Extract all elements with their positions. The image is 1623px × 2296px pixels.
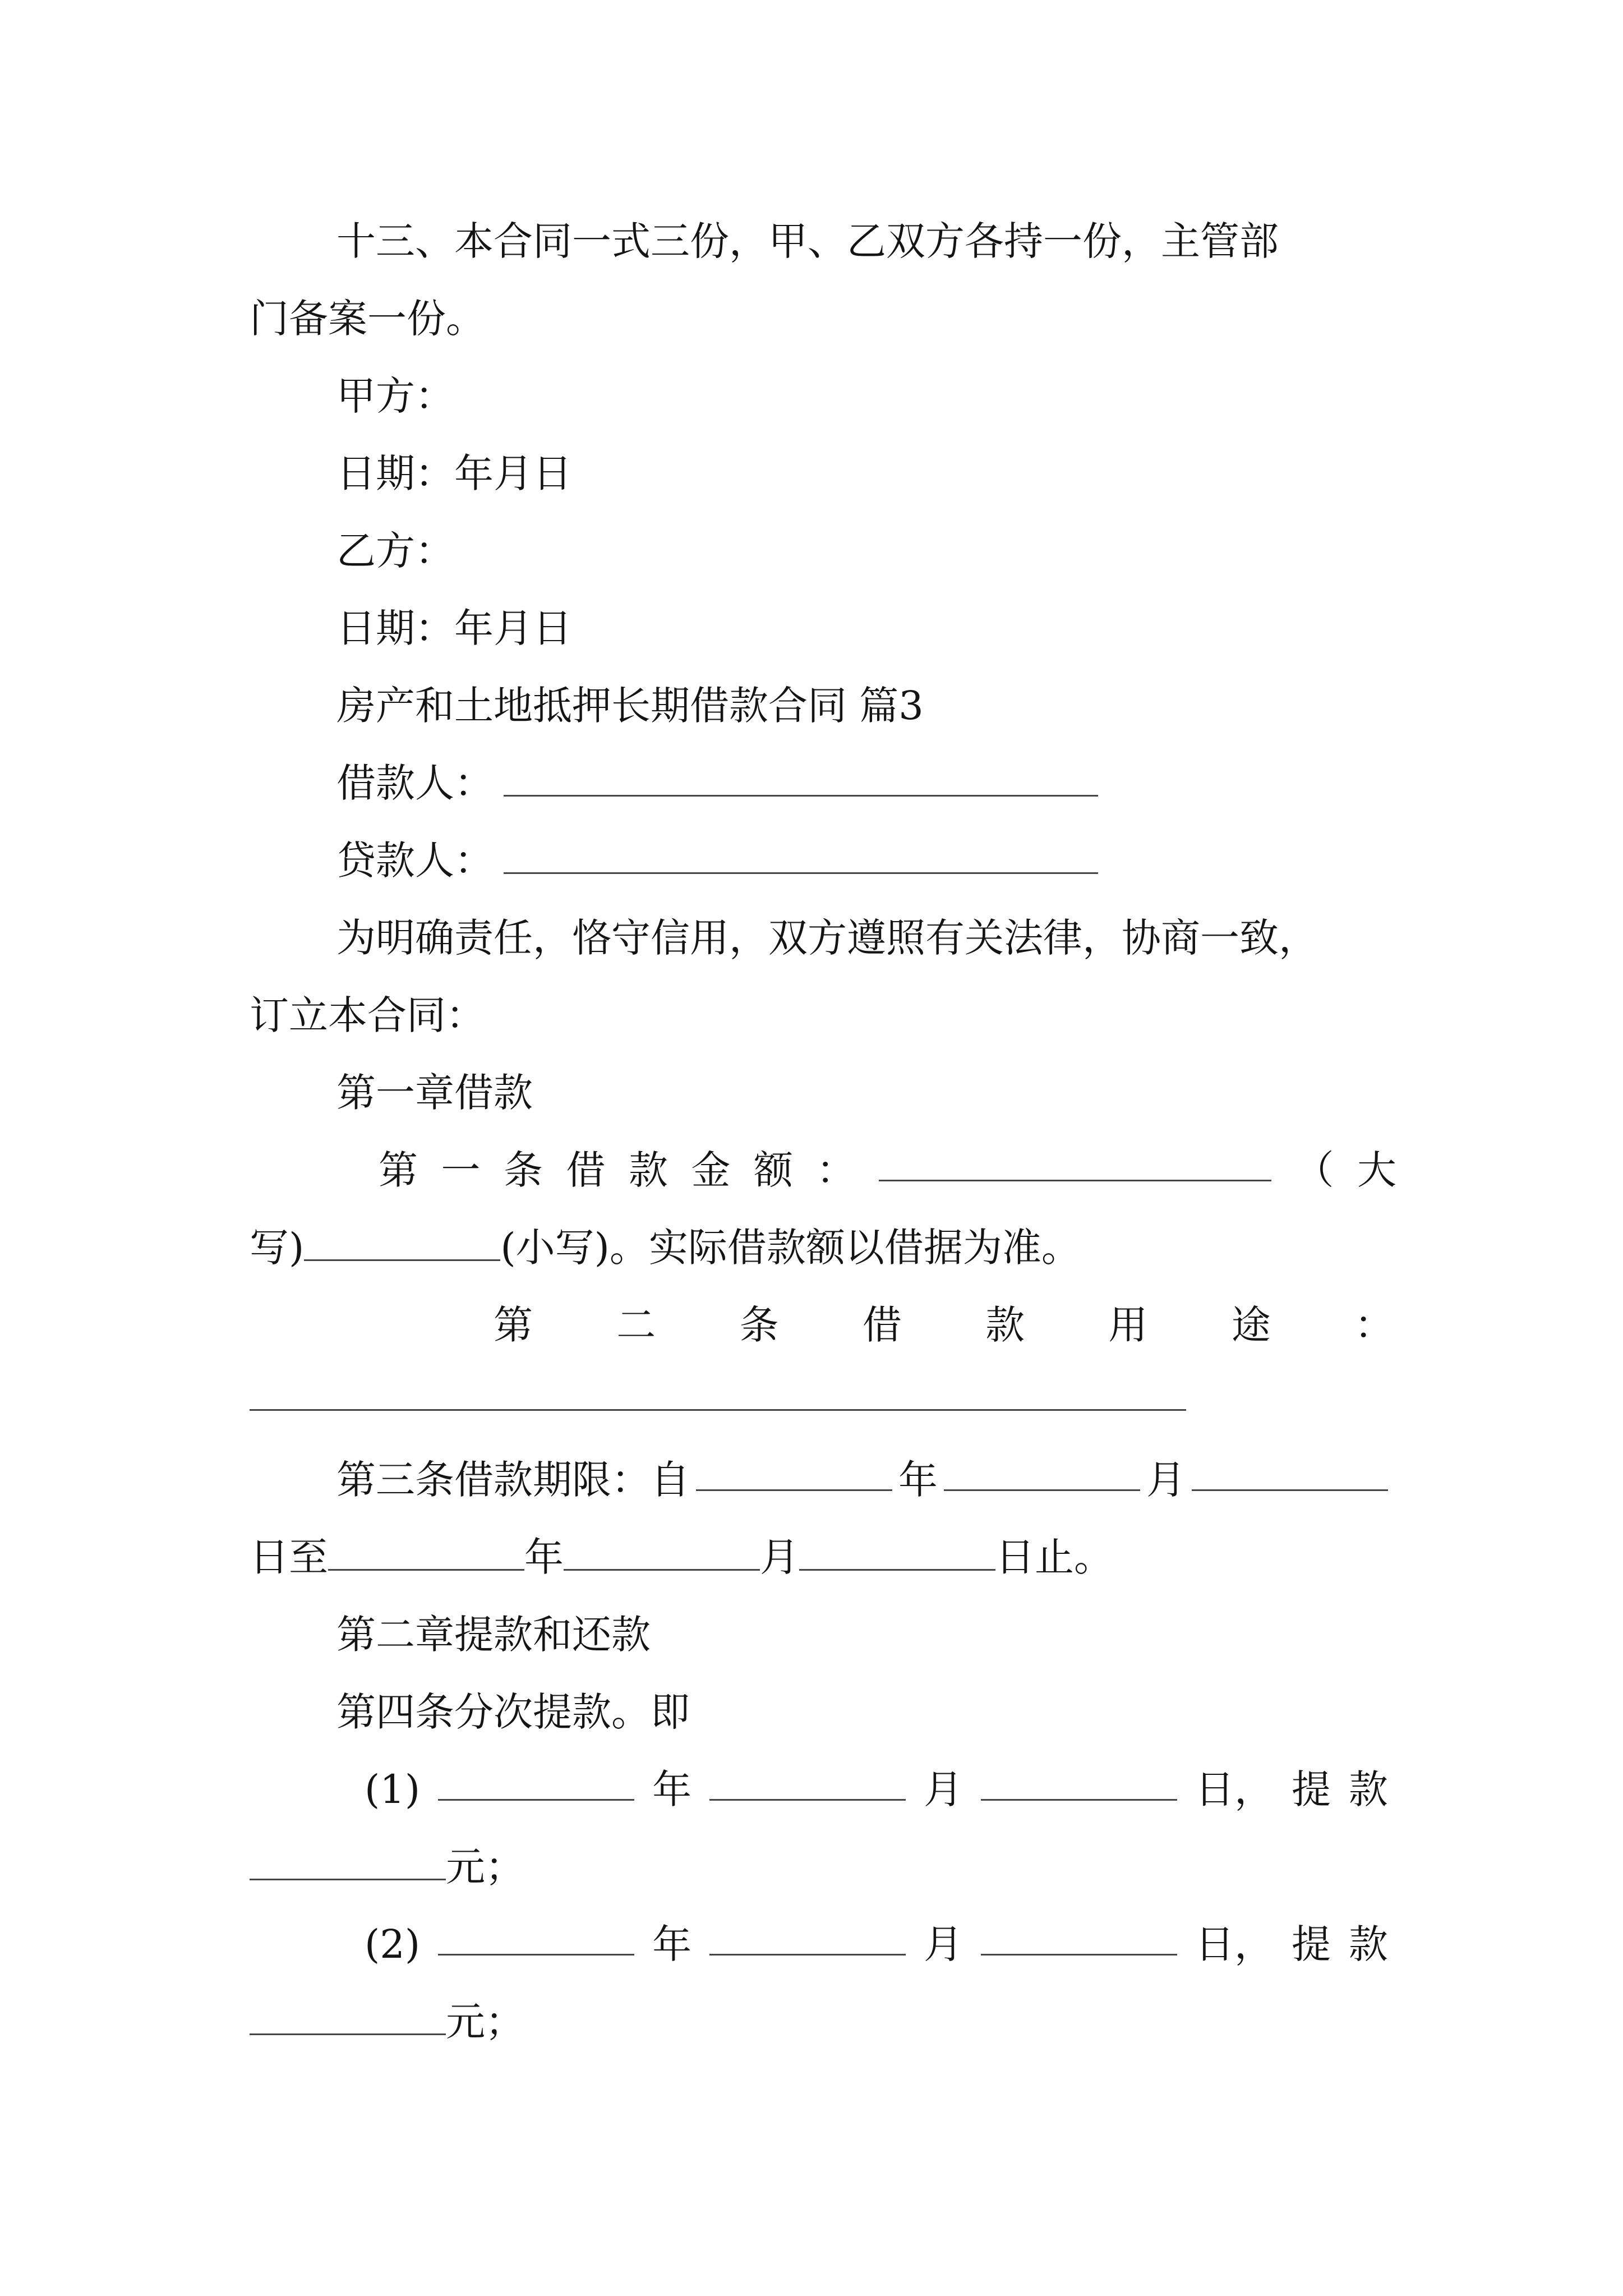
party-a-date: 日期：年月日 <box>336 450 572 496</box>
term-start-year-blank[interactable] <box>696 1484 892 1491</box>
article2-line1 <box>494 1297 1394 1353</box>
installment-1-year: 年 <box>652 1766 692 1812</box>
article1-char: 条 <box>504 1147 543 1193</box>
article1-line1 <box>379 1142 1396 1198</box>
clause13-line2: 门备案一份。 <box>250 296 485 342</box>
installment-1-line2 <box>250 1839 524 1895</box>
article1-line2-start: 写) <box>250 1225 305 1271</box>
chapter2-heading: 第二章提款和还款 <box>336 1612 651 1658</box>
article1-char: 一 <box>441 1147 481 1193</box>
lender-label: 贷款人： <box>336 838 494 884</box>
article2-char: 条 <box>739 1302 779 1348</box>
article1-char: 款 <box>629 1147 668 1193</box>
article2-char: 第 <box>494 1302 533 1348</box>
article3-month: 月 <box>1146 1457 1186 1503</box>
article1-char: 借 <box>566 1147 606 1193</box>
article1-char: 额 <box>754 1147 793 1193</box>
borrower-blank[interactable] <box>504 789 1098 797</box>
installment-1-line1 <box>365 1761 1388 1818</box>
article4-heading: 第四条分次提款。即 <box>336 1689 690 1735</box>
installment-1-month: 月 <box>924 1766 963 1812</box>
installment-2-year: 年 <box>652 1921 692 1967</box>
term-end-year-blank[interactable] <box>328 1563 524 1571</box>
installment-2-index: (2) <box>365 1921 421 1967</box>
installment-2-day-blank[interactable] <box>981 1948 1177 1955</box>
installment-2-draw-char: 提 <box>1291 1921 1331 1967</box>
article3-day-to: 日至 <box>250 1534 328 1580</box>
article3-line1 <box>336 1452 1388 1508</box>
article3-day-end: 日止。 <box>995 1534 1113 1580</box>
article3-month-2: 月 <box>760 1534 799 1580</box>
party-b-label: 乙方： <box>336 528 454 574</box>
installment-2-day: 日， <box>1195 1921 1274 1967</box>
article2-char: 用 <box>1108 1302 1148 1348</box>
preamble-line2: 订立本合同： <box>250 992 485 1038</box>
term-start-day-blank[interactable] <box>1192 1484 1388 1491</box>
installment-1-day-blank[interactable] <box>981 1793 1177 1801</box>
article1-open-paren: （ <box>1294 1147 1334 1193</box>
section-title: 房产和土地抵押长期借款合同 篇3 <box>336 683 924 729</box>
term-start-month-blank[interactable] <box>944 1484 1140 1491</box>
article1-char: ： <box>816 1147 856 1193</box>
chapter1-heading: 第一章借款 <box>336 1070 533 1116</box>
installment-2-month: 月 <box>924 1921 963 1967</box>
installment-2-unit: 元； <box>446 1999 524 2045</box>
loan-amount-upper-blank[interactable] <box>879 1174 1271 1181</box>
article2-char: 款 <box>985 1302 1025 1348</box>
party-b-date: 日期：年月日 <box>336 605 572 651</box>
article3-line2 <box>250 1529 1113 1585</box>
installment-1-index: (1) <box>365 1766 421 1812</box>
article1-upper-char: 大 <box>1357 1147 1396 1193</box>
installment-2-year-blank[interactable] <box>438 1948 634 1955</box>
article2-char: ： <box>1354 1302 1394 1348</box>
borrower-row <box>336 755 1098 811</box>
installment-1-draw-char: 提 <box>1291 1766 1331 1812</box>
installment-1-amount-blank[interactable] <box>250 1873 446 1880</box>
lender-row <box>336 832 1098 889</box>
installment-2-month-blank[interactable] <box>709 1948 906 1955</box>
article1-char: 第 <box>379 1147 418 1193</box>
lender-blank[interactable] <box>504 867 1098 874</box>
installment-1-year-blank[interactable] <box>438 1793 634 1801</box>
article3-year-2: 年 <box>524 1534 564 1580</box>
installment-1-month-blank[interactable] <box>709 1793 906 1801</box>
clause13-line1: 十三、本合同一式三份，甲、乙双方各持一份，主管部 <box>336 218 1279 264</box>
article1-char: 金 <box>691 1147 731 1193</box>
installment-2-draw-char: 款 <box>1348 1921 1388 1967</box>
article1-line2-end: (小写)。实际借款额以借据为准。 <box>500 1225 1081 1271</box>
party-a-label: 甲方： <box>336 373 454 419</box>
installment-2-amount-blank[interactable] <box>250 2028 446 2035</box>
article2-char: 途 <box>1231 1302 1271 1348</box>
article1-line2 <box>250 1220 1081 1276</box>
article2-char: 借 <box>862 1302 902 1348</box>
loan-purpose-blank[interactable] <box>250 1409 1186 1411</box>
installment-1-unit: 元； <box>446 1844 524 1890</box>
installment-2-line1 <box>365 1916 1388 1972</box>
installment-2-line2 <box>250 1994 524 2050</box>
installment-1-draw-char: 款 <box>1348 1766 1388 1812</box>
article3-label: 第三条借款期限：自 <box>336 1457 690 1503</box>
term-end-day-blank[interactable] <box>799 1563 995 1571</box>
article2-char: 二 <box>616 1302 656 1348</box>
article3-year: 年 <box>898 1457 938 1503</box>
installment-1-day: 日， <box>1195 1766 1274 1812</box>
preamble-line1: 为明确责任，恪守信用，双方遵照有关法律，协商一致， <box>336 915 1318 961</box>
borrower-label: 借款人： <box>336 760 494 806</box>
loan-amount-lower-blank[interactable] <box>304 1254 500 1261</box>
term-end-month-blank[interactable] <box>564 1563 760 1571</box>
